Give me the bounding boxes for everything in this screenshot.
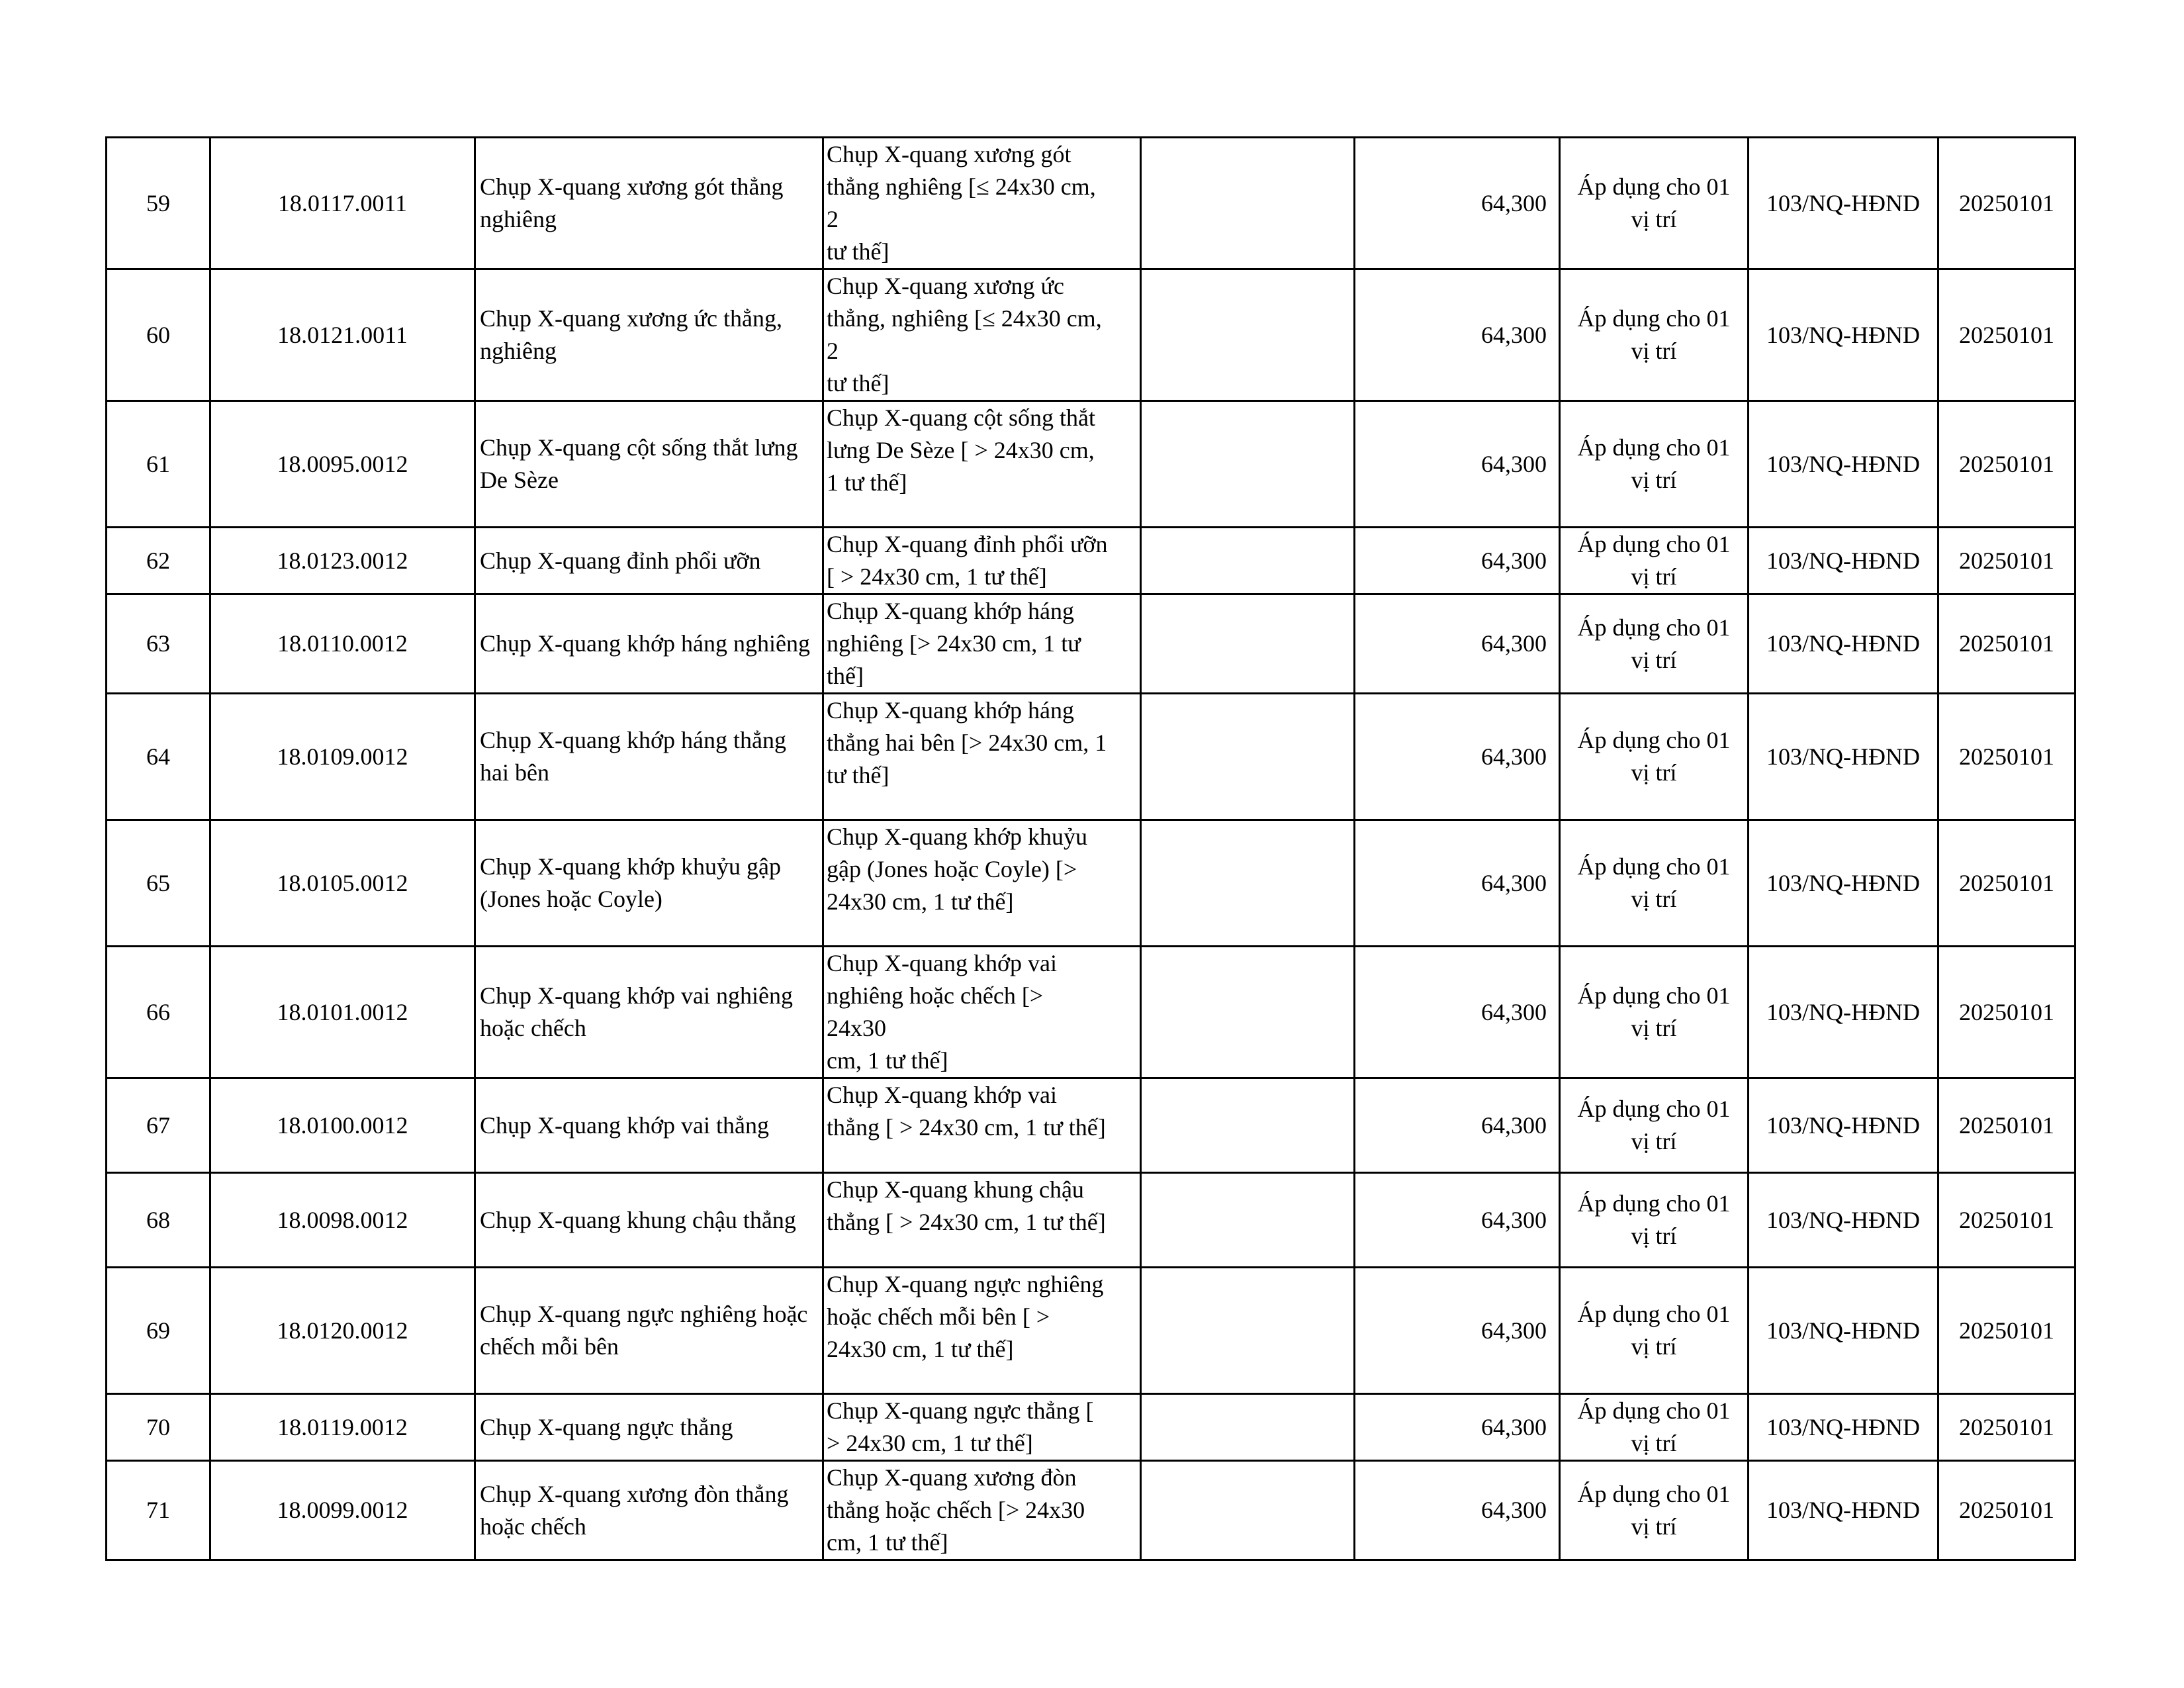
table-row xyxy=(107,138,2075,269)
description-line: gập (Jones hoặc Coyle) [> xyxy=(827,856,1077,882)
description-line: 24x30 cm, 1 tư thế] xyxy=(827,1336,1014,1362)
description-line: thẳng nghiêng [≤ 24x30 cm, xyxy=(827,173,1096,200)
price-cell: 64,300 xyxy=(1355,1268,1560,1394)
service-code-cell: 18.0121.0011 xyxy=(210,269,475,401)
service-description-cell xyxy=(823,269,1141,401)
service-code-cell: 18.0105.0012 xyxy=(210,820,475,947)
table-row xyxy=(107,594,2075,694)
description-line: Chụp X-quang xương gót xyxy=(827,141,1071,167)
service-code-cell: 18.0119.0012 xyxy=(210,1394,475,1461)
table-body xyxy=(107,138,2075,1560)
service-description-cell xyxy=(823,528,1141,594)
price-cell: 64,300 xyxy=(1355,1461,1560,1560)
table-row xyxy=(107,528,2075,594)
description-line: Chụp X-quang khung chậu xyxy=(827,1176,1084,1203)
service-code-cell: 18.0110.0012 xyxy=(210,594,475,694)
service-name-cell: Chụp X-quang đỉnh phổi ưỡn xyxy=(475,528,823,594)
resolution-cell: 103/NQ-HĐND xyxy=(1749,1394,1938,1461)
effective-date-cell: 20250101 xyxy=(1938,594,2075,694)
table-row xyxy=(107,694,2075,820)
description-line: 24x30 xyxy=(827,1015,886,1041)
apply-condition-cell: Áp dụng cho 01 vị trí xyxy=(1560,1461,1749,1560)
table-row xyxy=(107,1394,2075,1461)
price-cell: 64,300 xyxy=(1355,594,1560,694)
apply-condition-cell: Áp dụng cho 01 vị trí xyxy=(1560,1173,1749,1268)
note-cell xyxy=(1141,1078,1355,1173)
service-name-cell: Chụp X-quang xương gót thẳng nghiêng xyxy=(475,138,823,269)
effective-date-cell: 20250101 xyxy=(1938,1173,2075,1268)
service-name-cell: Chụp X-quang xương đòn thẳng hoặc chếch xyxy=(475,1461,823,1560)
row-number-cell: 59 xyxy=(107,138,210,269)
service-name-cell: Chụp X-quang khớp háng nghiêng xyxy=(475,594,823,694)
description-line: nghiêng [> 24x30 cm, 1 tư xyxy=(827,630,1081,657)
service-description-cell xyxy=(823,1173,1141,1268)
service-code-cell: 18.0095.0012 xyxy=(210,401,475,528)
effective-date-cell: 20250101 xyxy=(1938,1394,2075,1461)
apply-condition-cell: Áp dụng cho 01 vị trí xyxy=(1560,401,1749,528)
service-description-cell xyxy=(823,1461,1141,1560)
effective-date-cell: 20250101 xyxy=(1938,947,2075,1078)
description-line: Chụp X-quang xương ức xyxy=(827,273,1065,299)
table-row xyxy=(107,1173,2075,1268)
resolution-cell: 103/NQ-HĐND xyxy=(1749,1461,1938,1560)
price-cell: 64,300 xyxy=(1355,138,1560,269)
description-line: thẳng [ > 24x30 cm, 1 tư thế] xyxy=(827,1114,1106,1141)
description-line: thẳng hoặc chếch [> 24x30 xyxy=(827,1497,1085,1523)
note-cell xyxy=(1141,401,1355,528)
service-description-cell xyxy=(823,947,1141,1078)
service-name-cell: Chụp X-quang ngực thẳng xyxy=(475,1394,823,1461)
service-code-cell: 18.0101.0012 xyxy=(210,947,475,1078)
service-name-cell: Chụp X-quang xương ức thẳng, nghiêng xyxy=(475,269,823,401)
apply-condition-cell: Áp dụng cho 01 vị trí xyxy=(1560,947,1749,1078)
row-number-cell: 67 xyxy=(107,1078,210,1173)
service-description-cell xyxy=(823,820,1141,947)
price-cell: 64,300 xyxy=(1355,1173,1560,1268)
price-table xyxy=(105,136,2076,1561)
description-line: cm, 1 tư thế] xyxy=(827,1529,948,1556)
price-cell: 64,300 xyxy=(1355,401,1560,528)
price-cell: 64,300 xyxy=(1355,694,1560,820)
row-number-cell: 63 xyxy=(107,594,210,694)
resolution-cell: 103/NQ-HĐND xyxy=(1749,1173,1938,1268)
description-line: [ > 24x30 cm, 1 tư thế] xyxy=(827,563,1047,590)
note-cell xyxy=(1141,694,1355,820)
description-line: > 24x30 cm, 1 tư thế] xyxy=(827,1430,1033,1456)
service-description-cell xyxy=(823,1268,1141,1394)
row-number-cell: 69 xyxy=(107,1268,210,1394)
table-row xyxy=(107,269,2075,401)
service-description-cell xyxy=(823,594,1141,694)
description-line: Chụp X-quang ngực nghiêng xyxy=(827,1271,1104,1297)
note-cell xyxy=(1141,1461,1355,1560)
description-line: thẳng [ > 24x30 cm, 1 tư thế] xyxy=(827,1209,1106,1235)
apply-condition-cell: Áp dụng cho 01 vị trí xyxy=(1560,820,1749,947)
description-line: Chụp X-quang khớp háng xyxy=(827,697,1074,724)
apply-condition-cell: Áp dụng cho 01 vị trí xyxy=(1560,269,1749,401)
resolution-cell: 103/NQ-HĐND xyxy=(1749,1078,1938,1173)
description-line: 1 tư thế] xyxy=(827,469,907,496)
description-line: Chụp X-quang đỉnh phổi ưỡn xyxy=(827,531,1108,557)
table-row xyxy=(107,820,2075,947)
apply-condition-cell: Áp dụng cho 01 vị trí xyxy=(1560,1268,1749,1394)
service-name-cell: Chụp X-quang khớp vai thẳng xyxy=(475,1078,823,1173)
service-description-cell xyxy=(823,1394,1141,1461)
apply-condition-cell: Áp dụng cho 01 vị trí xyxy=(1560,528,1749,594)
note-cell xyxy=(1141,138,1355,269)
row-number-cell: 64 xyxy=(107,694,210,820)
price-cell: 64,300 xyxy=(1355,820,1560,947)
service-code-cell: 18.0099.0012 xyxy=(210,1461,475,1560)
description-line: Chụp X-quang khớp vai xyxy=(827,1082,1057,1108)
description-line: tư thế] xyxy=(827,762,889,788)
note-cell xyxy=(1141,1394,1355,1461)
table-row xyxy=(107,401,2075,528)
note-cell xyxy=(1141,594,1355,694)
description-line: thẳng hai bên [> 24x30 cm, 1 xyxy=(827,729,1107,756)
description-line: thế] xyxy=(827,663,864,689)
description-line: cm, 1 tư thế] xyxy=(827,1047,948,1074)
apply-condition-cell: Áp dụng cho 01 vị trí xyxy=(1560,1078,1749,1173)
row-number-cell: 66 xyxy=(107,947,210,1078)
description-line: Chụp X-quang cột sống thắt xyxy=(827,404,1095,431)
table-row xyxy=(107,1268,2075,1394)
note-cell xyxy=(1141,269,1355,401)
effective-date-cell: 20250101 xyxy=(1938,694,2075,820)
apply-condition-cell: Áp dụng cho 01 vị trí xyxy=(1560,138,1749,269)
row-number-cell: 61 xyxy=(107,401,210,528)
service-code-cell: 18.0109.0012 xyxy=(210,694,475,820)
resolution-cell: 103/NQ-HĐND xyxy=(1749,1268,1938,1394)
service-code-cell: 18.0117.0011 xyxy=(210,138,475,269)
table-row xyxy=(107,1461,2075,1560)
effective-date-cell: 20250101 xyxy=(1938,1078,2075,1173)
row-number-cell: 68 xyxy=(107,1173,210,1268)
resolution-cell: 103/NQ-HĐND xyxy=(1749,401,1938,528)
service-code-cell: 18.0120.0012 xyxy=(210,1268,475,1394)
description-line: Chụp X-quang khớp khuỷu xyxy=(827,823,1088,850)
effective-date-cell: 20250101 xyxy=(1938,269,2075,401)
row-number-cell: 65 xyxy=(107,820,210,947)
service-name-cell: Chụp X-quang khớp háng thẳng hai bên xyxy=(475,694,823,820)
description-line: Chụp X-quang ngực thẳng [ xyxy=(827,1397,1094,1424)
effective-date-cell: 20250101 xyxy=(1938,1268,2075,1394)
resolution-cell: 103/NQ-HĐND xyxy=(1749,820,1938,947)
note-cell xyxy=(1141,820,1355,947)
resolution-cell: 103/NQ-HĐND xyxy=(1749,947,1938,1078)
row-number-cell: 70 xyxy=(107,1394,210,1461)
service-description-cell xyxy=(823,401,1141,528)
service-name-cell: Chụp X-quang khớp khuỷu gập (Jones hoặc Coyle) xyxy=(475,820,823,947)
resolution-cell: 103/NQ-HĐND xyxy=(1749,528,1938,594)
note-cell xyxy=(1141,528,1355,594)
table-row xyxy=(107,1078,2075,1173)
price-cell: 64,300 xyxy=(1355,1394,1560,1461)
price-cell: 64,300 xyxy=(1355,1078,1560,1173)
service-description-cell xyxy=(823,694,1141,820)
service-name-cell: Chụp X-quang khớp vai nghiêng hoặc chếch xyxy=(475,947,823,1078)
note-cell xyxy=(1141,947,1355,1078)
description-line: Chụp X-quang xương đòn xyxy=(827,1464,1077,1491)
service-code-cell: 18.0100.0012 xyxy=(210,1078,475,1173)
description-line: Chụp X-quang khớp háng xyxy=(827,598,1074,624)
table-row xyxy=(107,947,2075,1078)
resolution-cell: 103/NQ-HĐND xyxy=(1749,138,1938,269)
description-line: thẳng, nghiêng [≤ 24x30 cm, xyxy=(827,305,1102,332)
resolution-cell: 103/NQ-HĐND xyxy=(1749,594,1938,694)
description-line: tư thế] xyxy=(827,370,889,397)
description-line: 2 xyxy=(827,206,839,232)
row-number-cell: 60 xyxy=(107,269,210,401)
service-name-cell: Chụp X-quang khung chậu thẳng xyxy=(475,1173,823,1268)
note-cell xyxy=(1141,1173,1355,1268)
apply-condition-cell: Áp dụng cho 01 vị trí xyxy=(1560,1394,1749,1461)
service-code-cell: 18.0098.0012 xyxy=(210,1173,475,1268)
description-line: hoặc chếch mỗi bên [ > xyxy=(827,1303,1050,1330)
description-line: nghiêng hoặc chếch [> xyxy=(827,982,1044,1009)
note-cell xyxy=(1141,1268,1355,1394)
price-cell: 64,300 xyxy=(1355,528,1560,594)
resolution-cell: 103/NQ-HĐND xyxy=(1749,269,1938,401)
effective-date-cell: 20250101 xyxy=(1938,138,2075,269)
service-description-cell xyxy=(823,1078,1141,1173)
effective-date-cell: 20250101 xyxy=(1938,401,2075,528)
effective-date-cell: 20250101 xyxy=(1938,1461,2075,1560)
service-description-cell xyxy=(823,138,1141,269)
row-number-cell: 62 xyxy=(107,528,210,594)
price-cell: 64,300 xyxy=(1355,947,1560,1078)
service-code-cell: 18.0123.0012 xyxy=(210,528,475,594)
description-line: lưng De Sèze [ > 24x30 cm, xyxy=(827,437,1095,463)
row-number-cell: 71 xyxy=(107,1461,210,1560)
description-line: 2 xyxy=(827,338,839,364)
service-name-cell: Chụp X-quang cột sống thắt lưng De Sèze xyxy=(475,401,823,528)
apply-condition-cell: Áp dụng cho 01 vị trí xyxy=(1560,594,1749,694)
effective-date-cell: 20250101 xyxy=(1938,820,2075,947)
apply-condition-cell: Áp dụng cho 01 vị trí xyxy=(1560,694,1749,820)
resolution-cell: 103/NQ-HĐND xyxy=(1749,694,1938,820)
service-name-cell: Chụp X-quang ngực nghiêng hoặc chếch mỗi bên xyxy=(475,1268,823,1394)
description-line: tư thế] xyxy=(827,238,889,265)
description-line: 24x30 cm, 1 tư thế] xyxy=(827,888,1014,915)
effective-date-cell: 20250101 xyxy=(1938,528,2075,594)
price-cell: 64,300 xyxy=(1355,269,1560,401)
description-line: Chụp X-quang khớp vai xyxy=(827,950,1057,976)
